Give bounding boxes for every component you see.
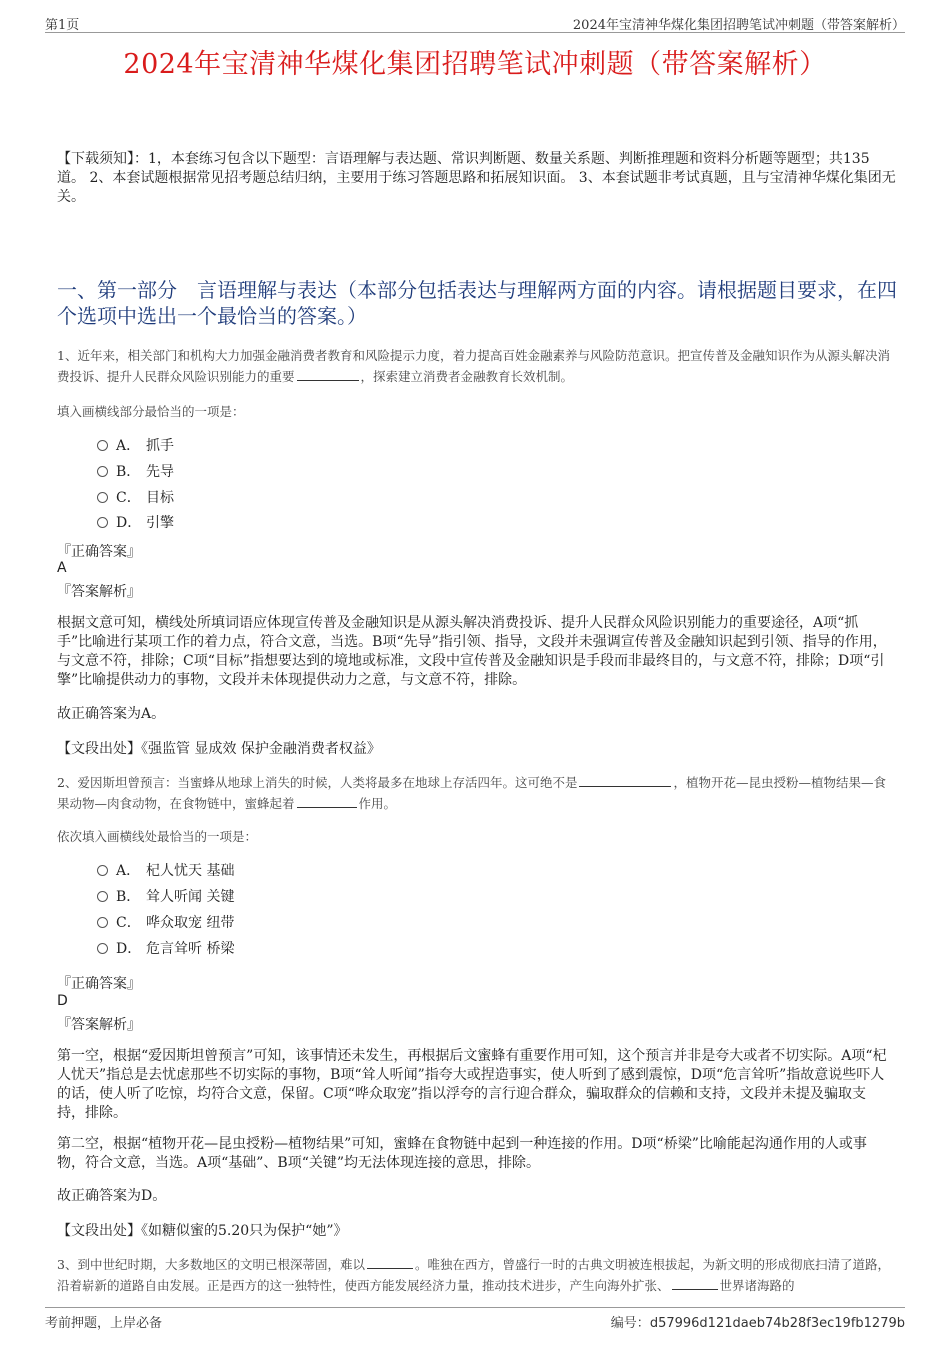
q2-option-d[interactable]: D． 危言耸听 桥梁	[97, 938, 234, 960]
q2-stem-part-a: 2、爱因斯坦曾预言：当蜜蜂从地球上消失的时候，人类将最多在地球上存活四年。这可绝不是	[57, 775, 578, 790]
page-header	[45, 12, 905, 33]
footer-code-value: d57996d121daeb74b28f3ec19fb1279b	[649, 1316, 905, 1331]
radio-icon[interactable]	[97, 891, 108, 902]
q2-analysis-label: 『答案解析』	[57, 1017, 141, 1033]
radio-icon[interactable]	[97, 466, 108, 477]
q3-blank-2	[672, 1275, 718, 1290]
q1-correct-label: 『正确答案』	[57, 544, 141, 560]
q3-stem-part-a: 3、到中世纪时期，大多数地区的文明已根深蒂固，难以	[57, 1257, 365, 1272]
q2-blank-1	[579, 772, 671, 787]
q1-stem-part-a: 1、近年来，相关部门和机构大力加强金融消费者教育和风险提示力度，着力提高百姓金融素养与风险防范意识。把宣传普及金融知识作为从源头解决消费投诉、提升人民群众风险识别能力的重要	[57, 348, 890, 384]
radio-icon[interactable]	[97, 517, 108, 528]
q1-option-a[interactable]: A． 抓手	[97, 435, 174, 457]
radio-icon[interactable]	[97, 492, 108, 503]
q2-option-c[interactable]: C． 哗众取宠 纽带	[97, 912, 234, 934]
q2-option-b[interactable]: B． 耸人听闻 关键	[97, 886, 234, 908]
q2-source: 【文段出处】《如糖似蜜的5.20只为保护“她”》	[57, 1223, 348, 1239]
question-1-stem	[57, 346, 897, 387]
footer-code-label: 编号：	[610, 1316, 650, 1331]
q2-correct-label: 『正确答案』	[57, 976, 141, 992]
q2-instruction: 依次填入画横线处最恰当的一项是：	[57, 829, 258, 844]
document-title: 2024年宝清神华煤化集团招聘笔试冲刺题（带答案解析）	[123, 49, 827, 80]
q1-analysis-label: 『答案解析』	[57, 584, 141, 600]
q2-stem-part-b: ，植物开花—昆虫授粉—植物结果—食果动物—肉食动物，在食物链中，蜜蜂起着	[57, 775, 886, 811]
q1-option-b[interactable]: B． 先导	[97, 461, 174, 483]
q1-conclusion: 故正确答案为A。	[57, 706, 166, 722]
q1-source: 【文段出处】《强监管 显成效 保护金融消费者权益》	[57, 741, 381, 757]
radio-icon[interactable]	[97, 943, 108, 954]
q1-instruction: 填入画横线部分最恰当的一项是：	[57, 404, 245, 419]
section-heading: 一、第一部分 言语理解与表达（本部分包括表达与理解两方面的内容。请根据题目要求，在四个选项中选出一个最恰当的答案。）	[57, 278, 897, 328]
footer-code	[611, 1312, 905, 1331]
radio-icon[interactable]	[97, 440, 108, 451]
q1-stem-part-b: ，探索建立消费者金融教育长效机制。	[360, 369, 574, 384]
q3-blank-1	[367, 1254, 413, 1269]
q2-answer: D	[57, 993, 68, 1009]
radio-icon[interactable]	[97, 865, 108, 876]
download-notice: 【下载须知】：1，本套练习包含以下题型：言语理解与表达题、常识判断题、数量关系题、判断推理题和资料分析题等题型；共135道。 2、本套试题根据常见招考题总结归纳，主要用于练习答题思路和拓展知识面。 3、本套试题非考试真题，且与宝清神华煤化集团无关。	[57, 151, 896, 205]
q1-analysis: 根据文意可知，横线处所填词语应体现宣传普及金融知识是从源头解决消费投诉、提升人民群众风险识别能力的重要途径，A项“抓手”比喻进行某项工作的着力点，符合文意，当选。B项“先导”指引领、指导，文段并未强调宣传普及金融知识起到引领、指导的作用，与文意不符，排除；C项“目标”指想要达到的境地或标准，文段中宣传普及金融知识是手段而非最终目的，与文意不符，排除；D项“引擎”比喻提供动力的事物，文段并未体现提供动力之意，与文意不符，排除。	[57, 615, 887, 688]
q2-analysis-1: 第一空，根据“爱因斯坦曾预言”可知，该事情还未发生，再根据后文蜜蜂有重要作用可知，这个预言并非是夸大或者不切实际。A项“杞人忧天”指总是去忧虑那些不切实际的事物，B项“耸人听闻”指夸大或捏造事实，使人听到了感到震惊，D项“危言耸听”指故意说些吓人的话，使人听了吃惊，均符合文意，保留。C项“哗众取宠”指以浮夸的言行迎合群众，骗取群众的信赖和支持，文段并未提及骗取支持，排除。	[57, 1048, 887, 1121]
q2-stem-part-c: 作用。	[358, 796, 397, 811]
question-3-stem	[57, 1254, 897, 1294]
page-number: 第1页	[45, 18, 80, 33]
q1-answer: A	[57, 560, 67, 576]
q1-option-d[interactable]: D． 引擎	[97, 512, 174, 534]
radio-icon[interactable]	[97, 917, 108, 928]
q1-blank	[297, 366, 359, 381]
q3-stem-part-b: 。唯独在西方，曾盛行一时的古典文明被连根拔起，为新文明的形成彻底扫清了道路，沿着崭新的道路自由发展。正是西方的这一独特性，使西方能发展经济力量，推动技术进步，产生向海外扩张、	[57, 1257, 890, 1293]
q2-analysis-2: 第二空，根据“植物开花—昆虫授粉—植物结果”可知，蜜蜂在食物链中起到一种连接的作用。D项“桥梁”比喻能起沟通作用的人或事物，符合文意，当选。A项“基础”、B项“关键”均无法体现连接的意思，排除。	[57, 1136, 867, 1171]
q1-option-c[interactable]: C． 目标	[97, 487, 174, 509]
q3-stem-part-c: 世界诸海路的	[719, 1278, 795, 1293]
q2-blank-2	[297, 793, 357, 808]
footer-slogan: 考前押题，上岸必备	[45, 1316, 163, 1331]
q2-option-a[interactable]: A． 杞人忧天 基础	[97, 860, 234, 882]
page-footer	[45, 1307, 905, 1331]
header-doc-title: 2024年宝清神华煤化集团招聘笔试冲刺题（带答案解析）	[572, 18, 905, 33]
q2-conclusion: 故正确答案为D。	[57, 1188, 167, 1204]
question-2-stem	[57, 772, 897, 814]
